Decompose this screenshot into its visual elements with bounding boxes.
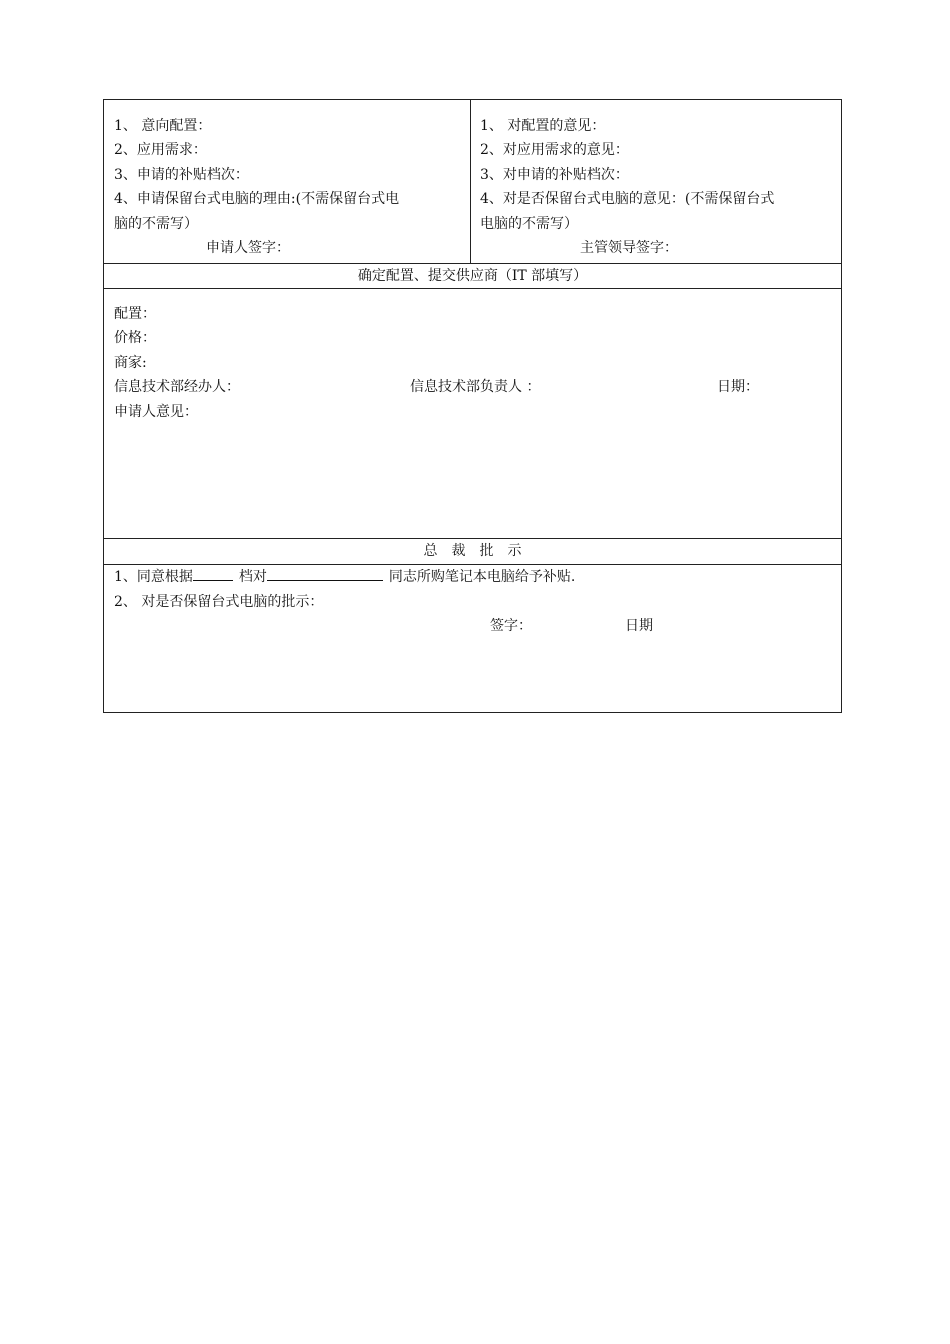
ceo-approval-line-1: [114, 565, 575, 590]
applicant-opinion-label: 申请人意见：: [114, 404, 198, 420]
employee-name-blank: [267, 566, 383, 581]
column-divider: [470, 100, 471, 263]
it-section-header: 确定配置、提交供应商（IT 部填写）: [357, 268, 588, 284]
price-label: 价格：: [114, 330, 156, 346]
manager-item-3: 3、对申请的补贴档次：: [480, 167, 629, 183]
subsidy-level-blank: [193, 566, 233, 581]
ceo-approval-line-2: 2、 对是否保留台式电脑的批示：: [114, 594, 324, 610]
config-label: 配置：: [114, 306, 156, 322]
manager-item-2: 2、对应用需求的意见：: [480, 142, 629, 158]
manager-item-1: 1、 对配置的意见：: [480, 118, 606, 134]
applicant-item-4-cont: 脑的不需写）: [114, 216, 198, 232]
applicant-signature-label: 申请人签字：: [206, 240, 290, 256]
ceo-signature-label: 签字：: [490, 618, 532, 634]
ceo-section-header: 总 裁 批 示: [423, 543, 522, 559]
vendor-label: 商家:: [114, 355, 147, 371]
approval-mid: 档对: [238, 569, 267, 585]
it-manager-label: 信息技术部负责人 ：: [410, 379, 541, 395]
applicant-item-3: 3、申请的补贴档次：: [114, 167, 249, 183]
ceo-date-label: 日期: [625, 618, 653, 634]
manager-item-4-cont: 电脑的不需写）: [480, 216, 578, 232]
approval-suffix: 同志所购笔记本电脑给予补贴.: [388, 569, 576, 585]
it-handler-label: 信息技术部经办人：: [114, 379, 240, 395]
approval-prefix: 1、同意根据: [114, 569, 193, 585]
applicant-item-2: 2、应用需求：: [114, 142, 207, 158]
it-date-label: 日期：: [717, 379, 759, 395]
manager-signature-label: 主管领导签字：: [580, 240, 678, 256]
manager-item-4: 4、对是否保留台式电脑的意见：(不需保留台式: [480, 191, 775, 207]
applicant-item-1: 1、 意向配置：: [114, 118, 212, 134]
applicant-item-4: 4、申请保留台式电脑的理由:(不需保留台式电: [114, 191, 400, 207]
subsidy-application-form: [103, 99, 842, 713]
